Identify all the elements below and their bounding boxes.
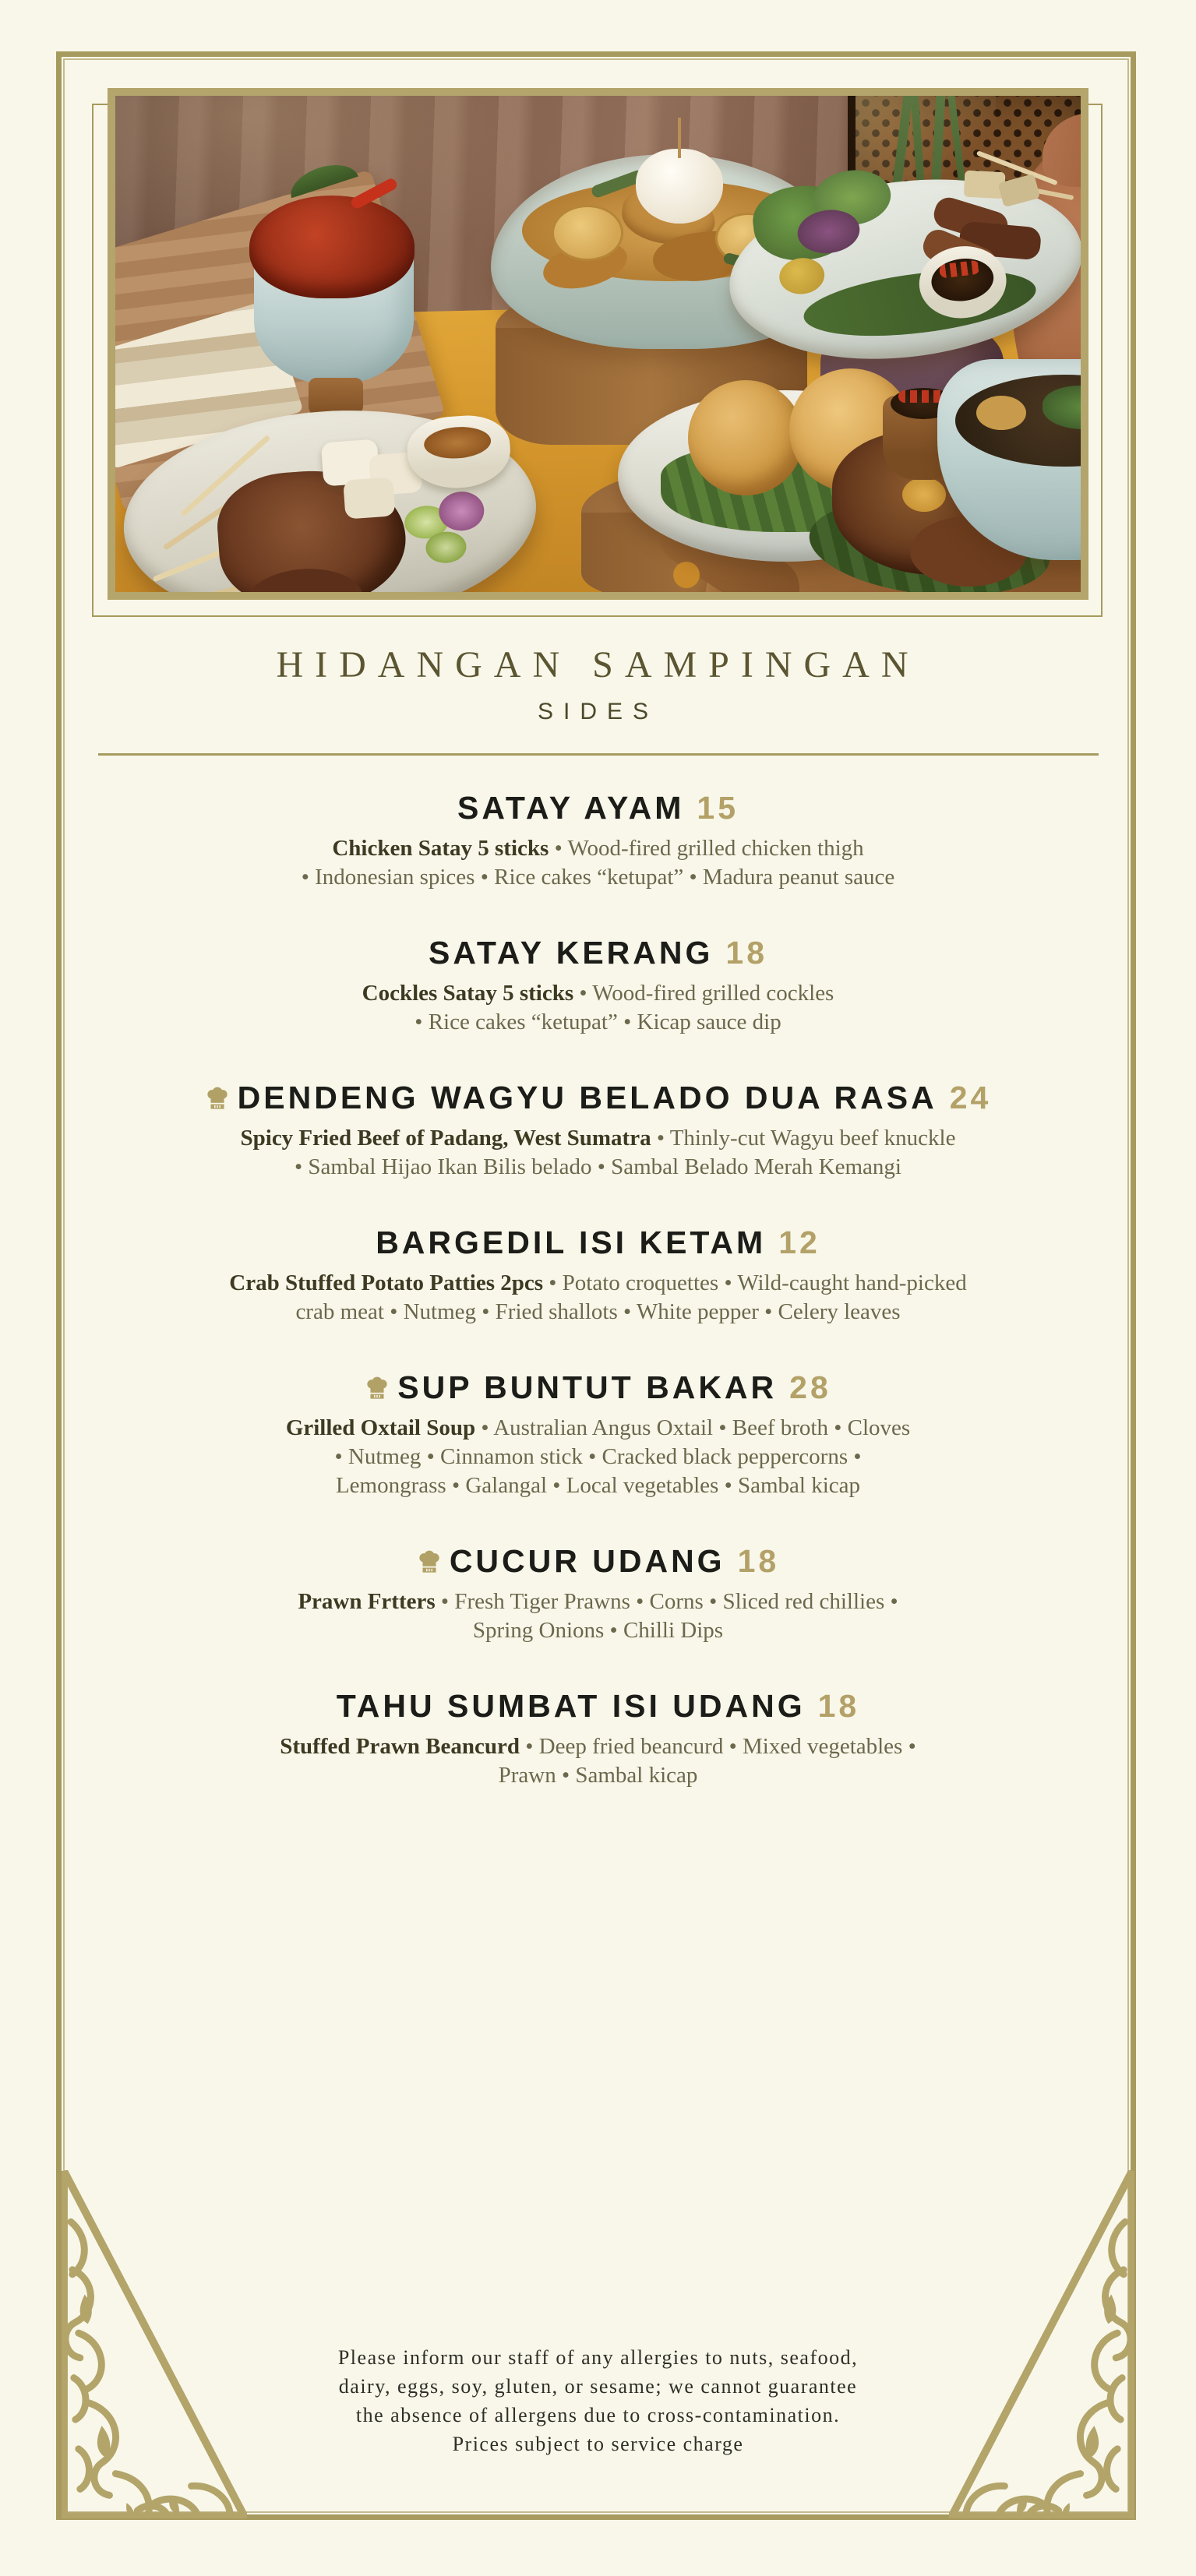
- photo-toothpick: [678, 118, 681, 158]
- item-description-lead: Stuffed Prawn Beancurd: [280, 1734, 520, 1760]
- item-description-line: Cockles Satay 5 sticks • Wood-fired grilled cockles: [362, 981, 834, 1006]
- photo-satay-platter: [115, 382, 544, 600]
- chef-hat-icon: [365, 1374, 390, 1399]
- item-name: SATAY KERANG: [428, 935, 714, 971]
- item-description: [59, 1269, 1137, 1327]
- menu-item: [59, 1081, 1137, 1182]
- item-description-lead: Grilled Oxtail Soup: [285, 1415, 476, 1441]
- item-description: [59, 979, 1137, 1037]
- item-price: 18: [725, 935, 768, 971]
- item-price: 18: [817, 1688, 860, 1725]
- menu-item: [59, 1371, 1137, 1500]
- photo-oxtail-bone: [902, 477, 946, 512]
- menu-item-header: [59, 1545, 1137, 1578]
- divider-rule: [98, 753, 1099, 756]
- item-description-line: • Sambal Hijao Ikan Bilis belado • Sambal Belado Merah Kemangi: [295, 1154, 901, 1180]
- item-description-line: • Nutmeg • Cinnamon stick • Cracked black peppercorns •: [334, 1444, 862, 1470]
- item-description-line: Spicy Fried Beef of Padang, West Sumatra • Thinly-cut Wagyu beef knuckle: [240, 1126, 956, 1151]
- item-description-line: Crab Stuffed Potato Patties 2pcs • Potato croquettes • Wild-caught hand-picked: [229, 1270, 967, 1296]
- item-description-lead: Crab Stuffed Potato Patties 2pcs: [229, 1270, 544, 1296]
- menu-item: [59, 1226, 1137, 1327]
- menu-item-header: [59, 1081, 1137, 1115]
- item-name: SATAY AYAM: [457, 790, 685, 826]
- menu-item-header: [59, 1226, 1137, 1260]
- item-price: 24: [949, 1080, 992, 1116]
- item-description-lead: Cockles Satay 5 sticks: [362, 981, 574, 1006]
- photo-ketupat-cube: [343, 477, 395, 519]
- food-photo: [108, 88, 1088, 600]
- menu-item: [59, 1545, 1137, 1645]
- item-description-line: Lemongrass • Galangal • Local vegetables • Sambal kicap: [335, 1473, 861, 1499]
- item-description-line: • Indonesian spices • Rice cakes “ketupat” • Madura peanut sauce: [301, 865, 895, 890]
- item-description-line: Stuffed Prawn Beancurd • Deep fried beancurd • Mixed vegetables •: [280, 1734, 916, 1760]
- disclaimer-line: the absence of allergens due to cross-contamination.: [355, 2404, 841, 2426]
- chef-hat-icon: [205, 1084, 230, 1109]
- item-description-line: Grilled Oxtail Soup • Australian Angus Oxtail • Beef broth • Cloves: [285, 1415, 911, 1441]
- photo-soup-potato: [976, 396, 1026, 430]
- item-description: [59, 1414, 1137, 1500]
- item-description: [59, 1588, 1137, 1645]
- menu-item-header: [59, 791, 1137, 825]
- item-name: DENDENG WAGYU BELADO DUA RASA: [237, 1080, 937, 1116]
- menu-item: [59, 936, 1137, 1037]
- item-description-line: • Rice cakes “ketupat” • Kicap sauce dip: [415, 1010, 781, 1035]
- item-description-lead: Prawn Frtters: [298, 1589, 436, 1615]
- disclaimer-line: Please inform our staff of any allergies to nuts, seafood,: [337, 2346, 859, 2369]
- item-description: [59, 1732, 1137, 1790]
- item-description: [59, 834, 1137, 892]
- menu-content: [59, 623, 1137, 1834]
- item-price: 18: [737, 1543, 780, 1580]
- menu-item-header: [59, 936, 1137, 970]
- section-subtitle: SIDES: [537, 699, 659, 724]
- item-description-line: crab meat • Nutmeg • Fried shallots • White pepper • Celery leaves: [295, 1299, 901, 1325]
- menu-item-list: [59, 791, 1137, 1790]
- item-description-line: Prawn Frtters • Fresh Tiger Prawns • Corns • Sliced red chillies •: [298, 1589, 898, 1615]
- photo-cream-dollop: [636, 149, 723, 224]
- item-description-line: Chicken Satay 5 sticks • Wood-fired grilled chicken thigh: [332, 836, 864, 862]
- menu-item: [59, 791, 1137, 892]
- item-description-line: Spring Onions • Chilli Dips: [472, 1618, 724, 1644]
- item-description-lead: Chicken Satay 5 sticks: [332, 836, 549, 862]
- item-description: [59, 1124, 1137, 1182]
- menu-item-header: [59, 1690, 1137, 1723]
- item-price: 28: [789, 1369, 831, 1406]
- photo-croquette-ball: [688, 380, 803, 495]
- menu-item-header: [59, 1371, 1137, 1404]
- item-name: BARGEDIL ISI KETAM: [376, 1225, 767, 1261]
- item-price: 12: [778, 1225, 820, 1261]
- item-price: 15: [697, 790, 739, 826]
- menu-item: [59, 1690, 1137, 1790]
- chef-hat-icon: [417, 1548, 442, 1573]
- item-name: TAHU SUMBAT ISI UDANG: [336, 1688, 806, 1725]
- disclaimer-line: dairy, eggs, soy, gluten, or sesame; we cannot guarantee: [338, 2375, 858, 2398]
- item-description-line: Prawn • Sambal kicap: [498, 1763, 698, 1788]
- corner-flourish-left: [62, 2170, 247, 2519]
- item-description-lead: Spicy Fried Beef of Padang, West Sumatra: [240, 1126, 651, 1151]
- photo-sambal-mound: [249, 196, 415, 298]
- item-name: SUP BUNTUT BAKAR: [397, 1369, 778, 1406]
- section-title: HIDANGAN SAMPINGAN: [276, 644, 920, 685]
- corner-flourish-right: [949, 2170, 1134, 2519]
- photo-potato-slice: [552, 205, 623, 261]
- photo-paddle-hole: [673, 562, 700, 588]
- disclaimer-line: Prices subject to service charge: [452, 2433, 744, 2455]
- item-name: CUCUR UDANG: [449, 1543, 725, 1580]
